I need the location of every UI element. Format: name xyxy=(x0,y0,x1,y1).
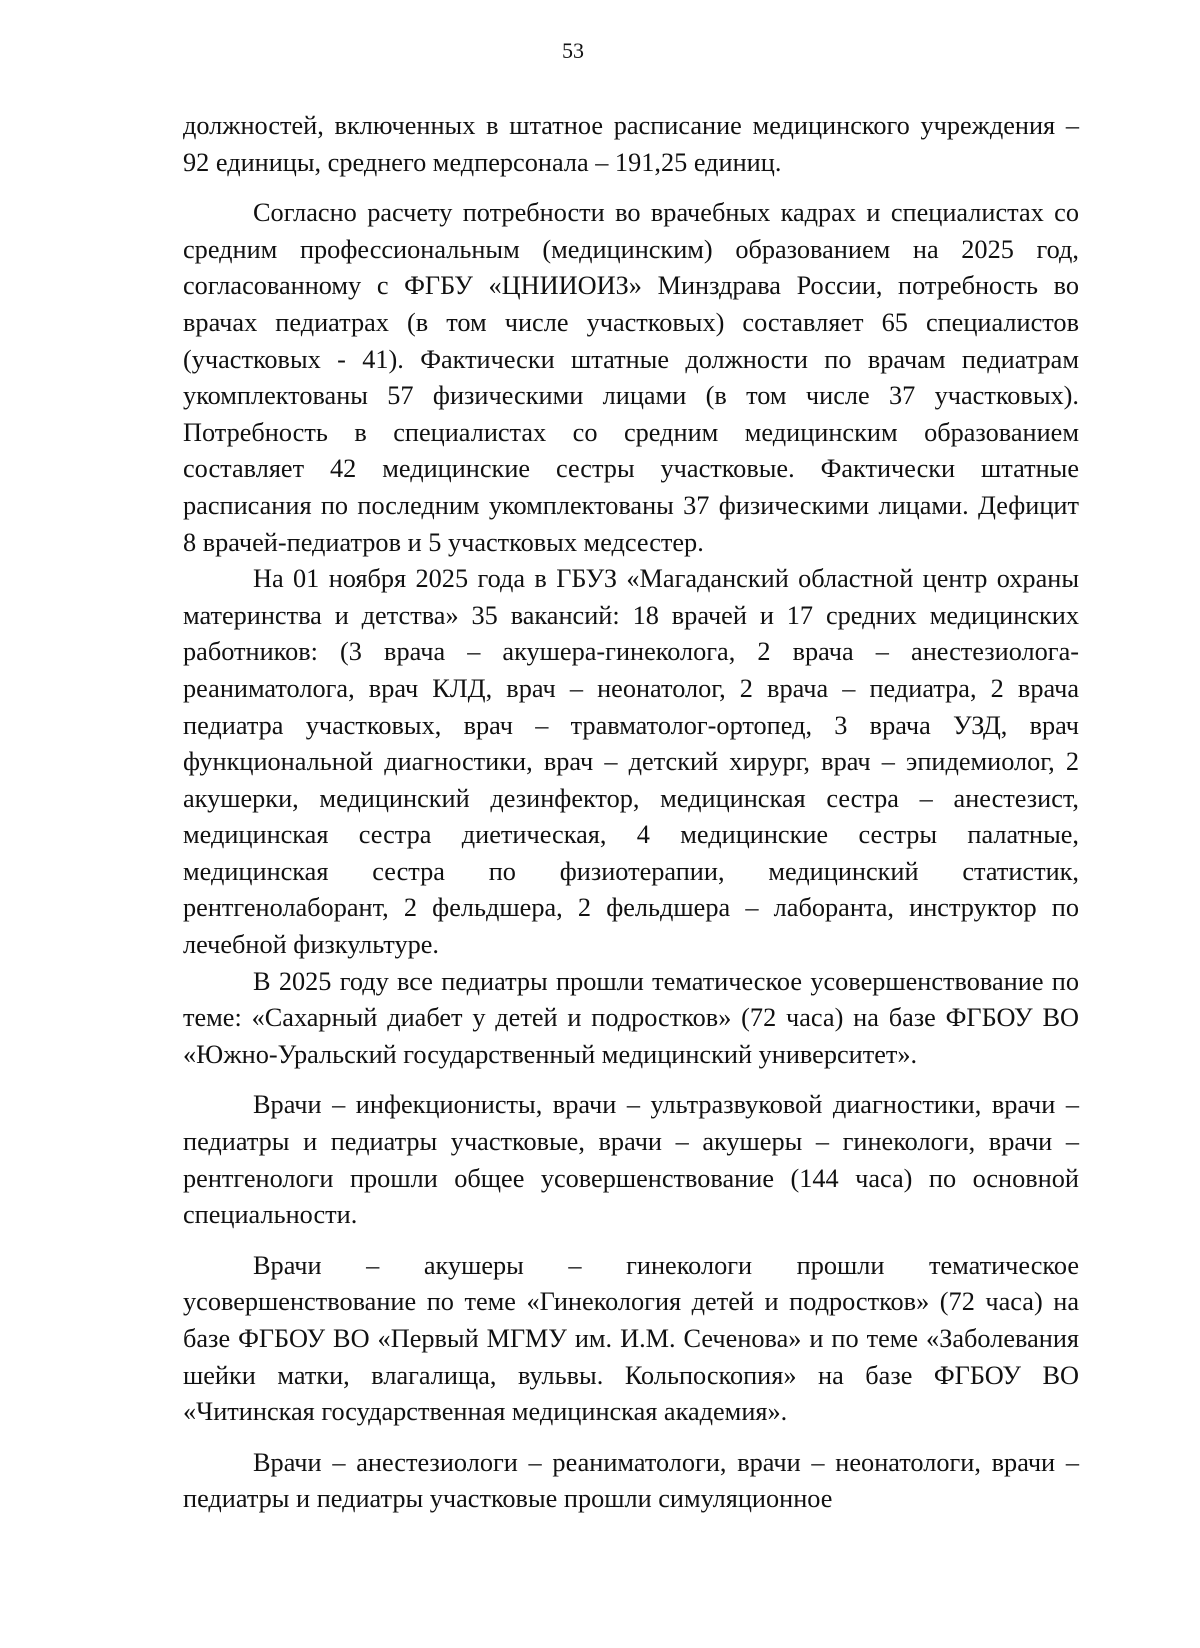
paragraph-simulation-training: Врачи – анестезиологи – реаниматологи, врачи – неонатологи, врачи – педиатры и педиатры участковые прошли симуляционное xyxy=(183,1447,1079,1514)
paragraph-gynecology-training: Врачи – акушеры – гинекологи прошли тематическое усовершенствование по теме «Гинекология детей и подростков» (72 часа) на базе ФГБОУ ВО «Первый МГМУ им. И.М. Сеченова» и по теме «Заболевания шейки матки, влагалища, вульвы. Кольпоскопия» на базе ФГБОУ ВО «Читинская государственная медицинская академия». xyxy=(183,1250,1079,1427)
paragraph-diabetes-training: В 2025 году все педиатры прошли тематическое усовершенствование по теме: «Сахарный диабет у детей и подростков» (72 часа) на базе ФГБОУ ВО «Южно-Уральский государственный медицинский университет». xyxy=(183,966,1079,1069)
page-number: 53 xyxy=(562,38,584,63)
paragraph-general-training: Врачи – инфекционисты, врачи – ультразвуковой диагностики, врачи – педиатры и педиатры участковые, врачи – акушеры – гинекологи, врачи – рентгенологи прошли общее усовершенствование (144 часа) по основной специальности. xyxy=(183,1090,1079,1230)
paragraph-vacancies: На 01 ноября 2025 года в ГБУЗ «Магаданский областной центр охраны материнства и детства» 35 вакансий: 18 врачей и 17 средних медицинских работников: (3 врача – акушера-гинеколога, 2 врача – анестезиолога-реаниматолога, врач КЛД, врач – неонатолог, 2 врача – педиатра, 2 врача педиатра участковых, врач – травматолог-ортопед, 3 врача УЗД, врач функциональной диагностики, врач – детский хирург, врач – эпидемиолог, 2 акушерки, медицинский дезинфектор, медицинская сестра – анестезист, медицинская сестра диетическая, 4 медицинские сестры палатные, медицинская сестра по физиотерапии, медицинский статистик, рентгенолаборант, 2 фельдшера, 2 фельдшера – лаборанта, инструктор по лечебной физкультуре. xyxy=(183,564,1079,960)
paragraph-staffing-needs: Согласно расчету потребности во врачебных кадрах и специалистах со средним профессиональным (медицинским) образованием на 2025 год, согласованному с ФГБУ «ЦНИИОИЗ» Минздрава России, потребность во врачах педиатрах (в том числе участковых) составляет 65 специалистов (участковых - 41). Фактически штатные должности по врачам педиатрам укомплектованы 57 физическими лицами (в том числе 37 участковых). Потребность в специалистах со средним медицинским образованием составляет 42 медицинские сестры участковые. Фактически штатные расписания по последним укомплектованы 37 физическими лицами. Дефицит 8 врачей-педиатров и 5 участковых медсестер. xyxy=(183,198,1079,557)
paragraph-continued-staffing: должностей, включенных в штатное расписание медицинского учреждения – 92 единицы, среднего медперсонала – 191,25 единиц. xyxy=(183,111,1079,177)
document-body xyxy=(183,108,1079,1518)
